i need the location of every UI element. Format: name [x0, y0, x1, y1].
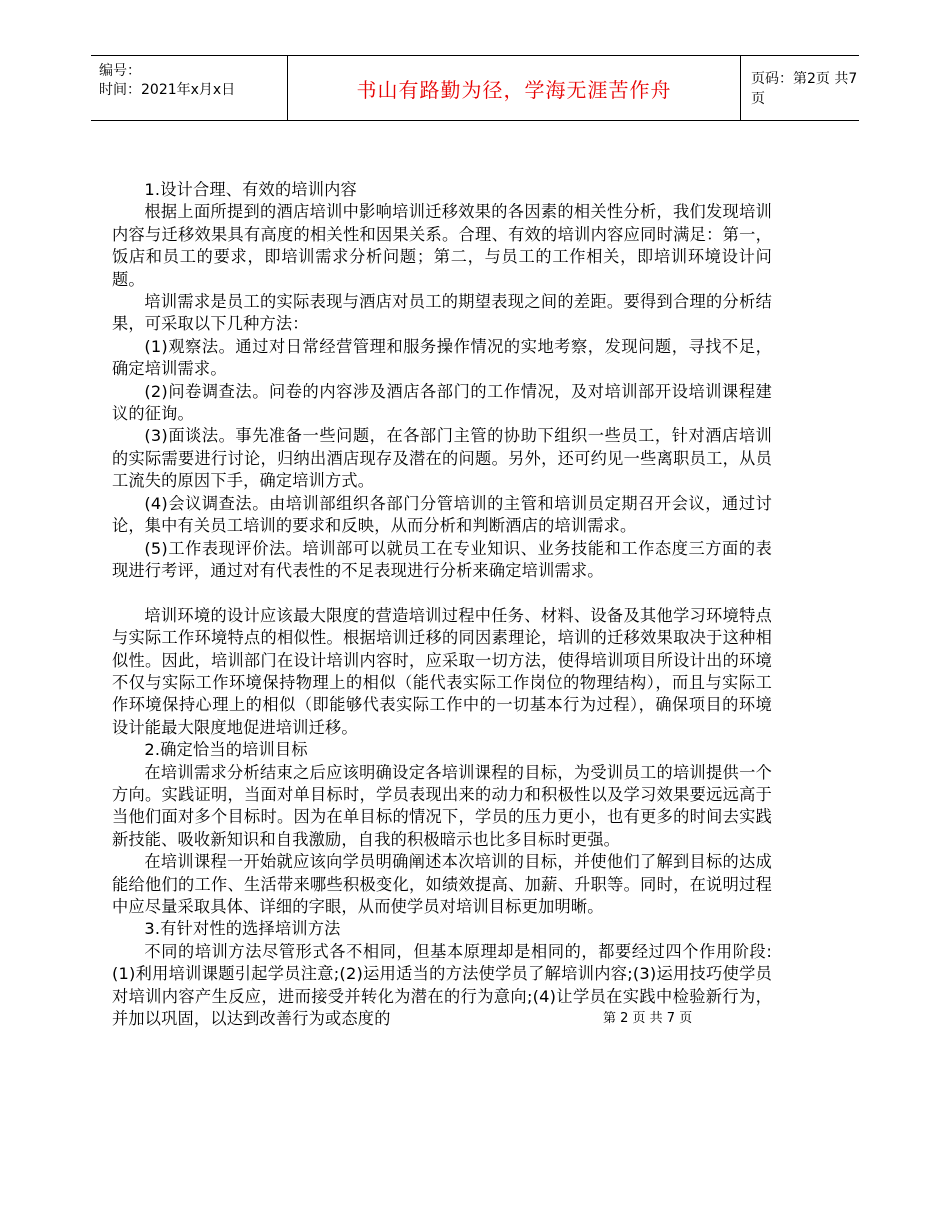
page-header: [91, 55, 859, 121]
list-item-method-1: (1)观察法。通过对日常经营管理和服务操作情况的实地考察，发现问题，寻找不足，确定培训需求。: [112, 336, 772, 379]
list-item-method-5: (5)工作表现评价法。培训部可以就员工在专业知识、业务技能和工作态度三方面的表现进行考评，通过对有代表性的不足表现进行分析来确定培训需求。: [112, 538, 772, 580]
blank-line: [112, 582, 772, 604]
header-page-cell: [741, 56, 859, 120]
document-body: [112, 179, 772, 1030]
body-paragraph: 在培训课程一开始就应该向学员明确阐述本次培训的目标，并使他们了解到目标的达成能给他们的工作、生活带来哪些积极变化，如绩效提高、加薪、升职等。同时，在说明过程中应尽量采取具体、详细的字眼，从而使学员对培训目标更加明晰。: [112, 852, 772, 916]
body-paragraph: 培训环境的设计应该最大限度的营造培训过程中任务、材料、设备及其他学习环境特点与实际工作环境特点的相似性。根据培训迁移的同因素理论，培训的迁移效果取决于这种相似性。因此，培训部门在设计培训内容时，应采取一切方法，使得培训项目所设计出的环境不仅与实际工作环境保持物理上的相似（能代表实际工作岗位的物理结构），而且与实际工作环境保持心理上的相似（即能够代表实际工作中的一切基本行为过程），确保项目的环境设计能最大限度地促进培训迁移。: [112, 605, 772, 737]
body-paragraph: 不同的培训方法尽管形式各不相同，但基本原理却是相同的，都要经过四个作用阶段:(1)利用培训课题引起学员注意;(2)运用适当的方法使学员了解培训内容;(3)运用技巧使学员对培训内容产生反应，进而接受并转化为潜在的行为意向;(4)让学员在实践中检验新行为，并加以巩固，以达到改善行为或态度的: [112, 941, 772, 1029]
header-info: [91, 56, 287, 120]
list-item-method-2: (2)问卷调查法。问卷的内容涉及酒店各部门的工作情况，及对培训部开设培训课程建议的征询。: [112, 381, 772, 424]
document-number-label: 编号：: [99, 63, 141, 79]
section-heading-1: 1.设计合理、有效的培训内容: [144, 180, 357, 199]
body-paragraph: 培训需求是员工的实际表现与酒店对员工的期望表现之间的差距。要得到合理的分析结果，可采取以下几种方法：: [112, 292, 772, 334]
list-item-method-4: (4)会议调查法。由培训部组织各部门分管培训的主管和培训员定期召开会议，通过讨论，集中有关员工培训的要求和反映，从而分析和判断酒店的培训需求。: [112, 493, 772, 536]
header-motto-cell: [287, 56, 741, 120]
header-page-number: 页码：第2页 共7页: [751, 71, 858, 107]
body-paragraph: 根据上面所提到的酒店培训中影响培训迁移效果的各因素的相关性分析，我们发现培训内容与迁移效果具有高度的相关性和因果关系。合理、有效的培训内容应同时满足：第一，饭店和员工的要求，即培训需求分析问题；第二，与员工的工作相关，即培训环境设计问题。: [112, 202, 772, 289]
document-time-label: 时间：2021年x月x日: [99, 82, 236, 98]
section-heading-2: 2.确定恰当的培训目标: [144, 740, 308, 760]
body-paragraph: 在培训需求分析结束之后应该明确设定各培训课程的目标，为受训员工的培训提供一个方向。实践证明，当面对单目标时，学员表现出来的动力和积极性以及学习效果要远远高于当他们面对多个目标时。因为在单目标的情况下，学员的压力更小，也有更多的时间去实践新技能、吸收新知识和自我激励，自我的积极暗示也比多目标时更强。: [112, 762, 772, 849]
footer-page-number: 第 2 页 共 7 页: [603, 1011, 693, 1026]
section-heading-3: 3.有针对性的选择培训方法: [144, 919, 341, 939]
list-item-method-3: (3)面谈法。事先准备一些问题，在各部门主管的协助下组织一些员工，针对酒店培训的实际需要进行讨论，归纳出酒店现存及潜在的问题。另外，还可约见一些离职员工，从员工流失的原因下手，确定培训方式。: [112, 426, 772, 491]
header-motto: 书山有路勤为径，学海无涯苦作舟: [356, 77, 672, 102]
